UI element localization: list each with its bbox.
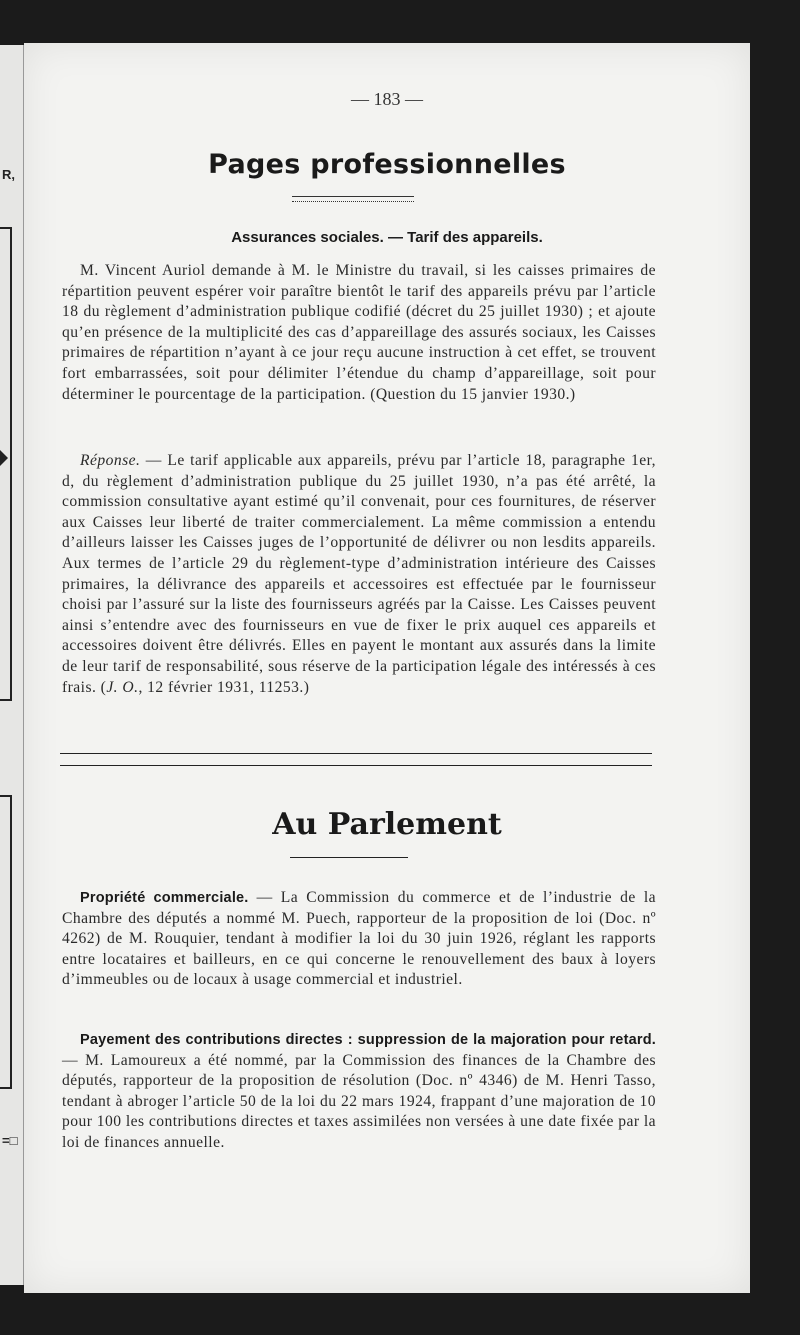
previous-page-bracket (0, 795, 12, 1089)
answer-paragraph (62, 451, 656, 698)
section-divider (60, 753, 652, 754)
section-subheading: Assurances sociales. — Tarif des appareils. (231, 229, 543, 246)
news-item (62, 1030, 656, 1154)
answer-source: J. O. (106, 678, 139, 696)
previous-page-edge (0, 45, 24, 1285)
previous-page-arrow-icon (0, 450, 8, 466)
news-item-text: — M. Lamoureux a été nommé, par la Commission des finances de la Chambre des députés, rapporteur de la proposition de résolution (Doc. nº 4346) de M. Henri Tasso, tendant à abroger l’article 50 de la loi du 22 mars 1924, frappant d’une majoration de 10 pour 100 les contributions directes et taxes assimilées non versées à une date fixée par la loi de finances annuelle. (62, 1051, 656, 1151)
answer-text: — Le tarif applicable aux appareils, prévu par l’article 18, paragraphe 1er, d, du règlement d’administration publique du 25 juillet 1930, n’a pas été arrêté, la commission consultative ayant estimé qu’il convenait, pour ces fournitures, de réserver aux Caisses leur liberté de traiter commercialement. La même commission a entendu d’ailleurs laisser les Caisses juges de l’opportunité de délivrer ou non lesdits appareils. Aux termes de l’article 29 du règlement-type d’administration intérieure des Caisses primaires, la délivrance des appareils et accessoires est effectuée par le fournisseur choisi par l’assuré sur la liste des fournisseurs agréés par la Caisse. Les Caisses peuvent ainsi s’entendre avec des fournisseurs en vue de fixer le prix auquel ces appareils et accessoires doivent être délivrés. Elles en payent le montant aux assurés dans la limite de leur tarif de responsabilité, sous réserve de la participation légale des intéressés à ces frais. ( (62, 452, 656, 696)
news-item (62, 888, 656, 991)
answer-citation: , 12 février 1931, 11253.) (138, 678, 310, 696)
document-page (24, 43, 750, 1293)
question-text: M. Vincent Auriol demande à M. le Ministre du travail, si les caisses primaires de répartition peuvent espérer voir paraître bientôt le tarif des appareils prévu par l’article 18 du règlement d’administration publique codifié (décret du 25 juillet 1930) ; et ajoute qu’en présence de la multiplicité des cas d’appareillage des assurés sociaux, les Caisses primaires de répartition n’ayant à ce jour reçu aucune instruction à cet effet, se trouvent fort embarrassées, soit pour délimiter l’étendue du champ d’appareillage, soit pour déterminer le pourcentage de la participation. (Question du 15 janvier 1930.) (62, 262, 656, 403)
news-item-text: — La Commission du commerce et de l’industrie de la Chambre des députés a nommé M. Puech, rapporteur de la proposition de loi (Doc. nº 4262) de M. Rouquier, tendant à modifier la loi du 30 juin 1926, réglant les rapports entre locataires et bailleurs, en ce qui concerne le renouvellement des baux à loyers d’immeubles ou de locaux à usage commercial et industriel. (62, 889, 657, 989)
title-rule (292, 196, 414, 202)
news-item-heading: Payement des contributions directes : suppression de la majoration pour retard. (80, 1032, 656, 1048)
previous-page-fragment: =□ (2, 1133, 18, 1148)
page-number: — 183 — (351, 89, 423, 109)
section-title: Au Parlement (272, 807, 502, 842)
question-paragraph (62, 261, 656, 405)
section-title: Pages professionnelles (208, 149, 566, 180)
answer-label: Réponse. (80, 452, 141, 469)
title-rule (290, 857, 408, 858)
news-item-heading: Propriété commerciale. (80, 890, 249, 906)
previous-page-fragment: R, (2, 167, 15, 182)
section-divider (60, 765, 652, 766)
